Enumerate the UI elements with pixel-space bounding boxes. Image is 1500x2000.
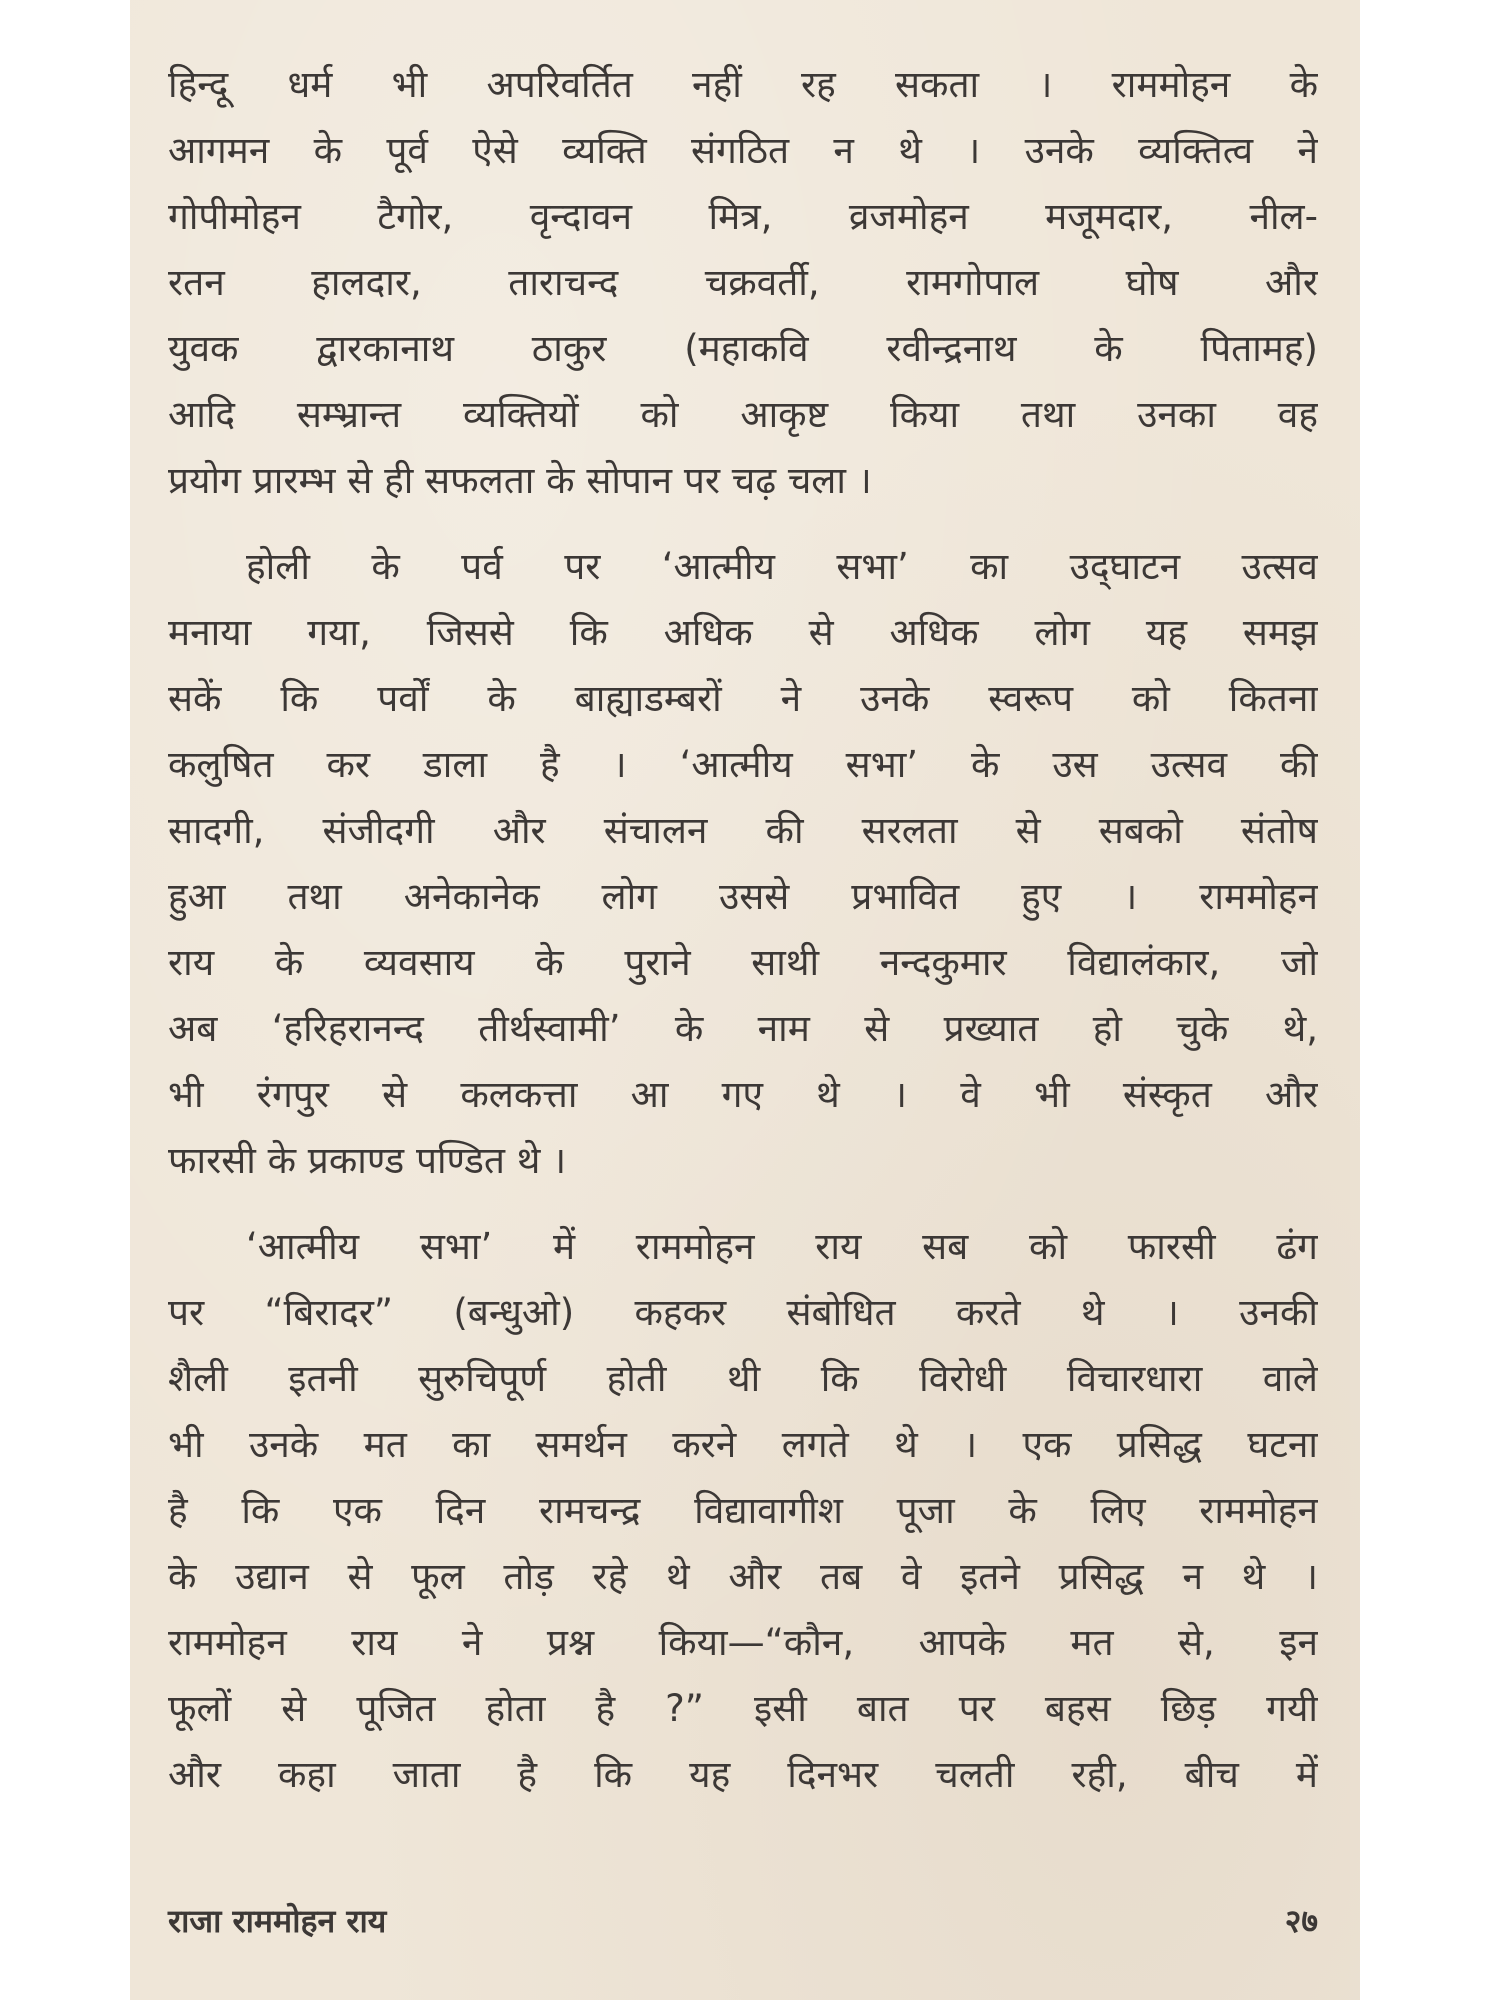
text-line: फारसी के प्रकाण्ड पण्डित थे । [168,1139,567,1182]
text-line: पर “बिरादर” (बन्धुओ) कहकर संबोधित करते थे । उनकी [168,1291,1318,1334]
text-line: शैली इतनी सुरुचिपूर्ण होती थी कि विरोधी विचारधारा वाले [168,1357,1318,1400]
page-footer [168,1896,1318,1946]
text-line: भी रंगपुर से कलकत्ता आ गए थे । वे भी संस्कृत और [168,1073,1318,1116]
text-line: रतन हालदार, ताराचन्द चक्रवर्ती, रामगोपाल घोष और [168,261,1318,304]
body-text [168,52,1318,1808]
running-title: राजा राममोहन राय [168,1902,387,1940]
text-line: सादगी, संजीदगी और संचालन की सरलता से सबको संतोष [168,809,1318,852]
text-line: आगमन के पूर्व ऐसे व्यक्ति संगठित न थे । उनके व्यक्तित्व ने [168,129,1318,172]
text-line: ‘आत्मीय सभा’ में राममोहन राय सब को फारसी ढंग [246,1225,1318,1268]
text-line: गोपीमोहन टैगोर, वृन्दावन मित्र, व्रजमोहन मजूमदार, नील- [168,195,1318,238]
text-line: हुआ तथा अनेकानेक लोग उससे प्रभावित हुए । राममोहन [168,875,1318,918]
text-line: युवक द्वारकानाथ ठाकुर (महाकवि रवीन्द्रनाथ के पितामह) [168,327,1318,370]
text-line: प्रयोग प्रारम्भ से ही सफलता के सोपान पर चढ़ चला । [168,459,872,502]
page-number: २७ [1284,1902,1318,1940]
text-line: हिन्दू धर्म भी अपरिवर्तित नहीं रह सकता । राममोहन के [168,63,1318,106]
paragraph-3 [168,1214,1318,1808]
text-line: अब ‘हरिहरानन्द तीर्थस्वामी’ के नाम से प्रख्यात हो चुके थे, [168,1007,1318,1050]
text-line: राय के व्यवसाय के पुराने साथी नन्दकुमार विद्यालंकार, जो [168,941,1318,984]
text-line: के उद्यान से फूल तोड़ रहे थे और तब वे इतने प्रसिद्ध न थे । [168,1555,1318,1598]
text-line: राममोहन राय ने प्रश्न किया—“कौन, आपके मत से, इन [168,1621,1318,1664]
text-line: है कि एक दिन रामचन्द्र विद्यावागीश पूजा के लिए राममोहन [168,1489,1318,1532]
book-page [130,0,1360,2000]
text-line: भी उनके मत का समर्थन करने लगते थे । एक प्रसिद्ध घटना [168,1423,1318,1466]
text-line: सकें कि पर्वों के बाह्याडम्बरों ने उनके स्वरूप को कितना [168,677,1318,720]
text-line: होली के पर्व पर ‘आत्मीय सभा’ का उद्‌घाटन उत्सव [246,545,1318,588]
text-line: कलुषित कर डाला है । ‘आत्मीय सभा’ के उस उत्सव की [168,743,1318,786]
paragraph-1 [168,52,1318,514]
text-line: मनाया गया, जिससे कि अधिक से अधिक लोग यह समझ [168,611,1318,654]
text-line: फूलों से पूजित होता है ?” इसी बात पर बहस छिड़ गयी [168,1687,1318,1730]
text-line: आदि सम्भ्रान्त व्यक्तियों को आकृष्ट किया तथा उनका वह [168,393,1318,436]
paragraph-2 [168,534,1318,1194]
text-line: और कहा जाता है कि यह दिनभर चलती रही, बीच में [168,1753,1318,1796]
